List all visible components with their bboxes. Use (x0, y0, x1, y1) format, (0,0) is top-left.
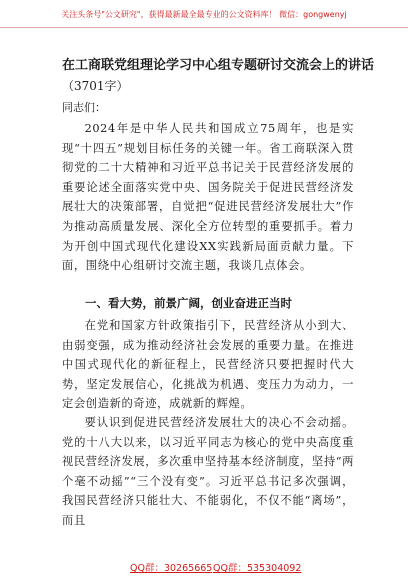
paragraph-intro: 2024年是中华人民共和国成立75周年，也是实现“十四五”规划目标任务的关键一年。省工商联深入贯彻党的二十大精神和习近平总书记关于民营经济发展的重要论述全面落实党中央、国务院关于促进民营经济发展壮大的决策部署，自觉把“促进民营经济发展壮大”作为推动高质量发展、深化全方位转型的重要抓手。着力为开创中国式现代化建设XX实践新局面贡献力量。下面，围绕中心组研讨交流主题，我谈几点体会。 (62, 122, 354, 273)
paragraph-section-1-b: 要认识到促进民营经济发展壮大的决心不会动摇。党的十八大以来，以习近平同志为核心的党中央高度重视民营经济发展，多次重申坚持基本经济制度，坚持“两个毫不动摇”“三个没有变”。习近平总书记多次强调，我国民营经济只能壮大、不能弱化，不仅不能“离场”，而且 (62, 416, 354, 527)
paragraph-section-1-a: 在党和国家方针政策指引下，民营经济从小到大、由弱变强，成为推动经济社会发展的重要力量。在推进中国式现代化的新征程上，民营经济只要把握时代大势，坚定发展信心，化挑战为机遇、变压力为动力，一定会创造新的奇迹，成就新的辉煌。 (62, 319, 354, 411)
footer-qq-value-2[interactable]: 535304092 (246, 563, 302, 574)
salutation: 同志们： (62, 101, 106, 114)
footer-qq-label-2: QQ群： (213, 563, 247, 574)
footer-qq-label-1: QQ群： (130, 563, 164, 574)
section-heading-1: 一、看大势，前景广阔，创业奋进正当时 (85, 296, 292, 310)
footer-qq-group-1 (130, 560, 212, 574)
promo-banner: 关注头条号"公文研究"，获得最新最全最专业的公文资料库！ 微信：gongwenyj (61, 10, 347, 19)
header-divider (0, 27, 408, 28)
footer-qq-value-1[interactable]: 30265665 (163, 563, 213, 574)
document-title: 在工商联党组理论学习中心组专题研讨交流会上的讲话 (62, 58, 375, 73)
footer-qq-group-2 (213, 560, 301, 574)
word-count: （3701字） (62, 79, 129, 93)
